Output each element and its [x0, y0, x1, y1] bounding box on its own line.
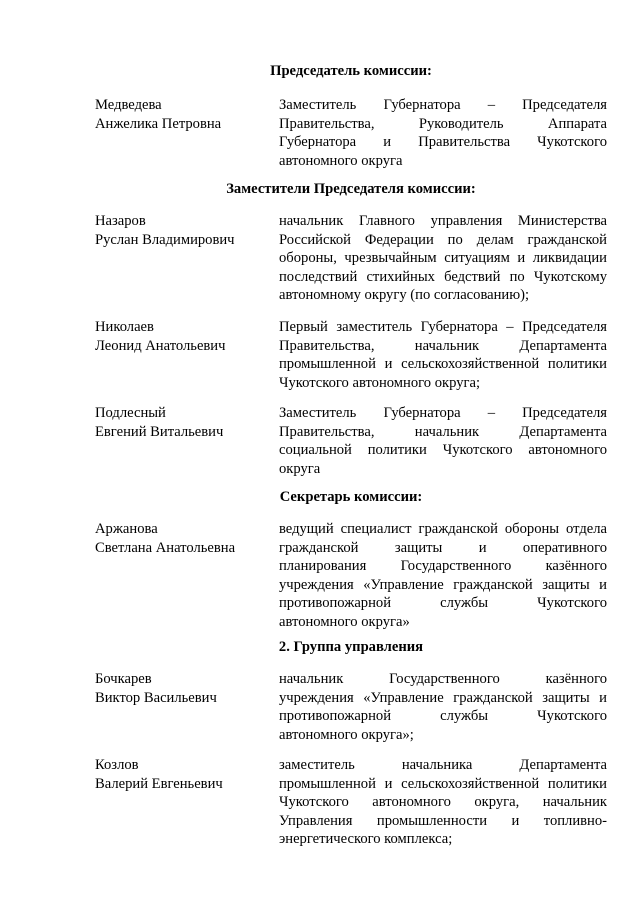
position-line: учреждения «Управление гражданской защиты и: [279, 689, 607, 706]
member-given-names: Валерий Евгеньевич: [95, 775, 223, 792]
position-line: энергетического комплекса;: [279, 831, 453, 847]
member-position: [279, 756, 607, 849]
position-line: Чукотского автономного округа;: [279, 374, 481, 391]
group-heading: 2. Группа управления: [278, 639, 424, 655]
position-line: Российской Федерации по делам гражданской: [279, 231, 607, 248]
position-line: ведущий специалист гражданской обороны отдела: [279, 521, 607, 537]
member-name: [95, 670, 275, 707]
member-name: [95, 520, 275, 557]
position-line: последствий стихийных бедствий по Чукотскому: [279, 268, 607, 285]
member-position: [279, 670, 607, 744]
member-surname: Назаров: [95, 213, 146, 229]
secretary-heading: Секретарь комиссии:: [279, 489, 423, 505]
member-given-names: Леонид Анатольевич: [95, 337, 226, 354]
member-given-names: Светлана Анатольевна: [95, 539, 236, 556]
position-line: социальной политики Чукотского автономного: [279, 442, 607, 458]
position-line: Губернатора и Правительства Чукотского: [279, 134, 607, 150]
position-line: Правительства, Руководитель Аппарата: [279, 115, 607, 132]
position-line: автономному округу (по согласованию);: [279, 287, 530, 303]
member-surname: Аржанова: [95, 521, 158, 537]
position-line: Правительства, начальник Департамента: [279, 423, 607, 440]
member-name: [95, 212, 275, 249]
member-surname: Подлесный: [95, 405, 166, 421]
member-surname: Николаев: [95, 319, 154, 335]
position-line: промышленной и сельскохозяйственной политики: [279, 356, 607, 372]
position-line: Заместитель Губернатора – Председателя: [279, 405, 607, 421]
position-line: Заместитель Губернатора – Председателя: [279, 97, 607, 113]
member-name: [95, 404, 275, 441]
position-line: обороны, чрезвычайным ситуациям и ликвидации: [279, 250, 607, 266]
position-line: противопожарной службы Чукотского: [279, 708, 607, 724]
position-line: учреждения «Управление гражданской защиты и: [279, 576, 607, 593]
position-line: гражданской защиты и оперативного: [279, 539, 607, 556]
member-surname: Медведева: [95, 97, 162, 113]
member-given-names: Анжелика Петровна: [95, 115, 222, 132]
position-line: Управления промышленности и топливно-: [279, 812, 607, 829]
position-line: планирования Государственного казённого: [279, 558, 607, 574]
deputies-heading: Заместители Председателя комиссии:: [226, 181, 476, 197]
member-position: [279, 520, 607, 631]
position-line: заместитель начальника Департамента: [279, 757, 607, 773]
member-name: [95, 96, 275, 133]
position-line: Чукотского автономного округа, начальник: [279, 794, 607, 810]
position-line: Первый заместитель Губернатора – Председателя: [279, 319, 607, 335]
position-line: округа: [279, 460, 321, 477]
position-line: автономного округа»;: [279, 726, 414, 743]
position-line: автономного округа»: [279, 613, 410, 630]
member-given-names: Руслан Владимирович: [95, 231, 235, 248]
member-surname: Бочкарев: [95, 671, 152, 687]
member-given-names: Евгений Витальевич: [95, 423, 224, 440]
position-line: Правительства, начальник Департамента: [279, 337, 607, 354]
member-position: [279, 212, 607, 305]
member-surname: Козлов: [95, 757, 139, 773]
position-line: противопожарной службы Чукотского: [279, 595, 607, 611]
member-name: [95, 756, 275, 793]
member-position: [279, 96, 607, 170]
member-given-names: Виктор Васильевич: [95, 689, 217, 706]
position-line: начальник Главного управления Министерства: [279, 213, 607, 229]
position-line: автономного округа: [279, 152, 403, 169]
chairman-heading: Председатель комиссии:: [270, 63, 432, 79]
position-line: промышленной и сельскохозяйственной политики: [279, 775, 607, 792]
member-position: [279, 404, 607, 478]
member-position: [279, 318, 607, 392]
position-line: начальник Государственного казённого: [279, 671, 607, 687]
member-name: [95, 318, 275, 355]
